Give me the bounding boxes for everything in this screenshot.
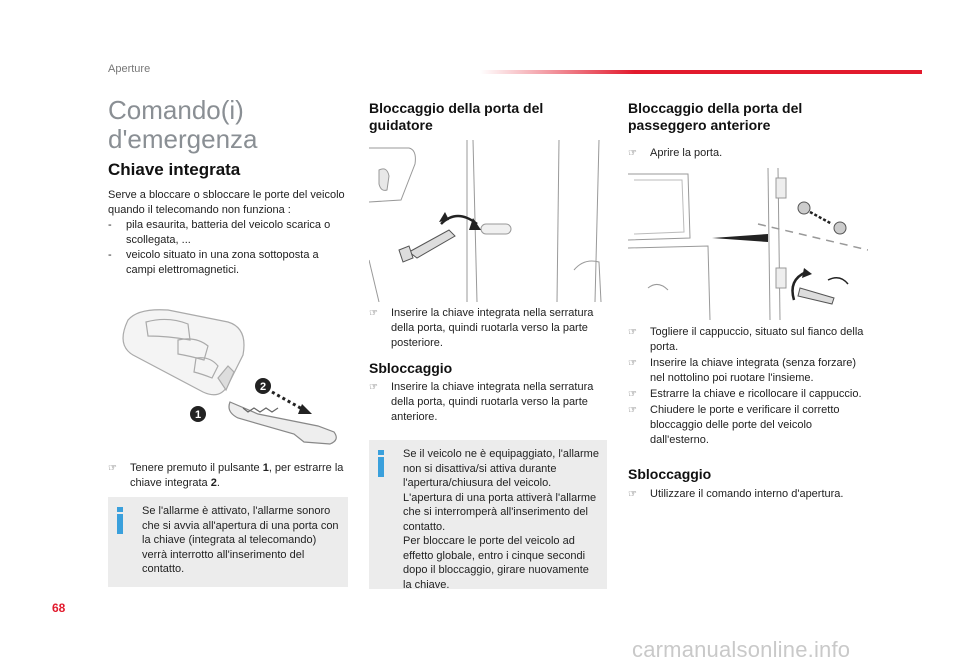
dash-item: - pila esaurita, batteria del veicolo scarica o scollegata, ... — [108, 218, 348, 248]
pointing-finger-icon: ☞ — [628, 327, 637, 338]
column-emergency-key — [108, 96, 348, 278]
pointing-finger-icon: ☞ — [628, 489, 637, 500]
dash-item: - veicolo situato in una zona sottoposta a campi elettromagnetici. — [108, 248, 348, 278]
pointing-finger-icon: ☞ — [628, 405, 637, 416]
pointing-finger-icon: ☞ — [369, 308, 378, 319]
info-icon — [378, 450, 392, 477]
header-rule — [480, 70, 922, 74]
step-lock-driver: ☞ Inserire la chiave integrata nella serratura della porta, quindi ruotarla verso la parte posteriore. — [369, 307, 594, 349]
page-number: 68 — [52, 601, 66, 615]
step-press-button: ☞ Tenere premuto il pulsante 1, per estrarre la chiave integrata 2. — [108, 462, 344, 489]
passenger-steps — [628, 325, 868, 449]
page-title: Comando(i) d'emergenza — [108, 95, 258, 154]
column-driver-door — [369, 100, 607, 134]
pointing-finger-icon: ☞ — [628, 389, 637, 400]
step-unlock-passenger: ☞ Utilizzare il comando interno d'apertura. — [628, 488, 844, 500]
pointing-finger-icon: ☞ — [628, 148, 637, 159]
intro-text: Serve a bloccare o sbloccare le porte del veicolo quando il telecomando non funziona : — [108, 189, 345, 216]
title-unlock-passenger: Sbloccaggio — [628, 466, 712, 482]
info-box-alarm: Se l'allarme è attivato, l'allarme sonoro che si avvia all'apertura di una porta con la chiave (integrata al telecomando) verrà interrotto all'inserimento del contatto. — [108, 497, 348, 587]
passenger-door-illustration — [628, 168, 868, 320]
step-unlock-driver: ☞ Inserire la chiave integrata nella serratura della porta, quindi ruotarla verso la parte anteriore. — [369, 381, 594, 423]
step-item: ☞ Inserire la chiave integrata (senza forzare) nel nottolino poi ruotare l'insieme. — [628, 357, 857, 384]
info-box-driver-alarm: Se il veicolo ne è equipaggiato, l'allarme non si disattiva/si attiva durante l'apertura/chiusura del veicolo. L'apertura di una porta attiverà l'allarme che si interromperà all'inserimento del contatto. Per bloccare le porte del veicolo ad effetto globale, entro i cinque secondi dopo il bloccaggio, girare nuovamente la chiave. — [369, 440, 607, 589]
info-icon — [117, 507, 131, 534]
subtitle-integrated-key: Chiave integrata — [108, 160, 241, 179]
step-item: ☞ Chiudere le porte e verificare il corretto bloccaggio delle porte del veicolo dall'esterno. — [628, 404, 840, 446]
pointing-finger-icon: ☞ — [369, 382, 378, 393]
title-driver-door: Bloccaggio della porta del guidatore — [369, 100, 544, 133]
watermark: carmanualsonline.info — [632, 637, 851, 662]
callout-2-label: 2 — [259, 381, 267, 393]
pointing-finger-icon: ☞ — [108, 463, 117, 474]
step-open-door: ☞ Aprire la porta. — [628, 147, 723, 159]
step-item: ☞ Estrarre la chiave e ricollocare il cappuccio. — [628, 388, 862, 400]
title-passenger-door: Bloccaggio della porta del passeggero anteriore — [628, 100, 803, 133]
title-unlock-driver: Sbloccaggio — [369, 360, 453, 376]
key-fob-illustration — [108, 300, 348, 450]
step-item: ☞ Togliere il cappuccio, situato sul fianco della porta. — [628, 326, 864, 353]
section-label: Aperture — [108, 63, 151, 75]
driver-door-illustration — [369, 140, 607, 302]
column-passenger-door — [628, 100, 868, 162]
pointing-finger-icon: ☞ — [628, 358, 637, 369]
callout-1-label: 1 — [194, 409, 202, 421]
